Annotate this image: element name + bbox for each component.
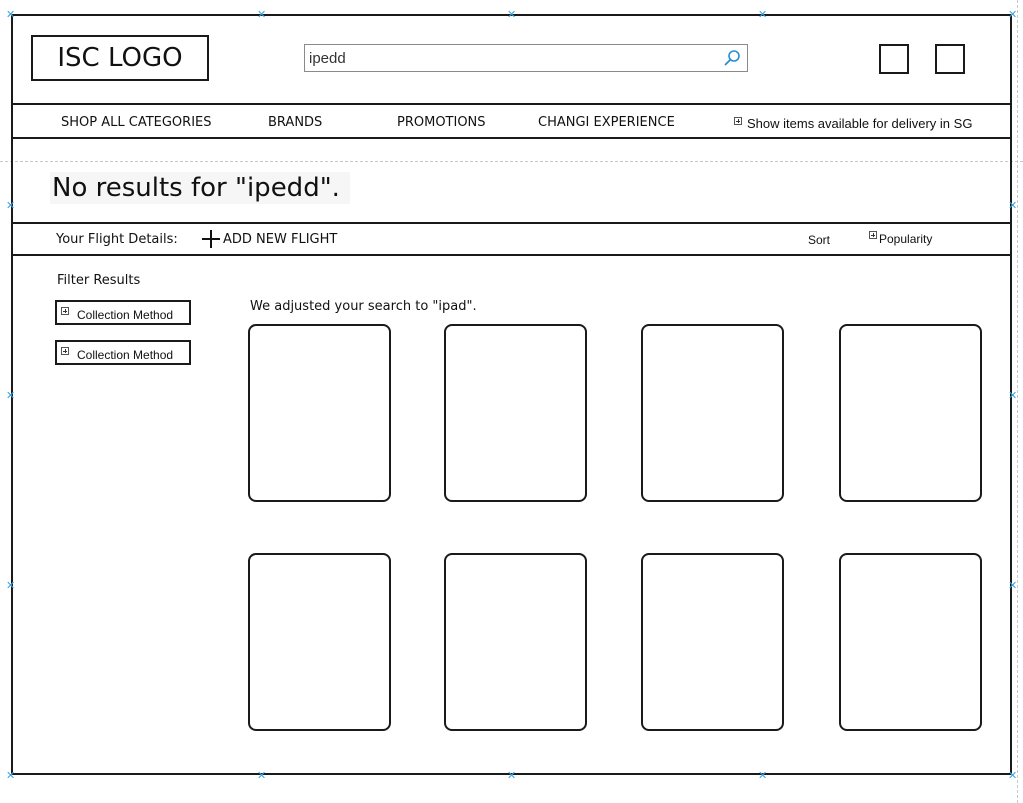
filter-collection-method-2[interactable] bbox=[55, 340, 191, 365]
selection-handle[interactable]: ✕ bbox=[1008, 579, 1018, 592]
selection-handle[interactable]: ✕ bbox=[758, 8, 768, 21]
add-new-flight-label: ADD NEW FLIGHT bbox=[223, 231, 338, 247]
selection-handle[interactable]: ✕ bbox=[257, 769, 267, 782]
site-logo[interactable]: ISC LOGO bbox=[31, 35, 209, 81]
selection-handle[interactable]: ✕ bbox=[6, 769, 16, 782]
nav-item-brands[interactable]: BRANDS bbox=[268, 115, 323, 130]
selection-handle[interactable]: ✕ bbox=[6, 199, 16, 212]
filter-expand-icon bbox=[61, 307, 69, 315]
filter-label: Collection Method bbox=[77, 348, 174, 362]
filter-expand-icon bbox=[61, 347, 69, 355]
selection-handle[interactable]: ✕ bbox=[1008, 8, 1018, 21]
product-card[interactable] bbox=[641, 324, 784, 502]
category-nav bbox=[11, 103, 1012, 139]
flight-details-bar bbox=[11, 222, 1012, 256]
product-card[interactable] bbox=[248, 324, 391, 502]
plus-icon bbox=[202, 230, 220, 248]
search-icon[interactable] bbox=[723, 49, 741, 67]
nav-item-changi-experience[interactable]: CHANGI EXPERIENCE bbox=[538, 115, 675, 130]
selection-handle[interactable]: ✕ bbox=[6, 579, 16, 592]
search-input[interactable] bbox=[304, 44, 748, 72]
filter-label: Collection Method bbox=[77, 308, 174, 322]
sort-popularity-option[interactable] bbox=[869, 232, 932, 246]
selection-handle[interactable]: ✕ bbox=[758, 769, 768, 782]
selection-handle[interactable]: ✕ bbox=[1008, 199, 1018, 212]
sort-checkbox[interactable] bbox=[869, 231, 877, 239]
nav-item-shop-all-categories[interactable]: SHOP ALL CATEGORIES bbox=[61, 115, 212, 130]
sort-value-label: Popularity bbox=[879, 232, 933, 246]
sort-label: Sort bbox=[808, 233, 831, 247]
adjusted-search-message: We adjusted your search to "ipad". bbox=[250, 299, 477, 314]
selection-handle[interactable]: ✕ bbox=[507, 769, 517, 782]
selection-handle[interactable]: ✕ bbox=[507, 8, 517, 21]
filter-collection-method-1[interactable] bbox=[55, 300, 191, 325]
selection-handle[interactable]: ✕ bbox=[6, 8, 16, 21]
search-value: ipedd bbox=[309, 50, 346, 67]
product-card[interactable] bbox=[444, 553, 587, 731]
product-card[interactable] bbox=[641, 553, 784, 731]
selection-handle[interactable]: ✕ bbox=[1008, 769, 1018, 782]
product-card[interactable] bbox=[444, 324, 587, 502]
flight-details-label: Your Flight Details: bbox=[56, 232, 178, 247]
selection-handle[interactable]: ✕ bbox=[1008, 389, 1018, 402]
header-icon-button-1[interactable] bbox=[879, 44, 909, 74]
nav-item-promotions[interactable]: PROMOTIONS bbox=[397, 115, 486, 130]
delivery-checkbox[interactable] bbox=[734, 117, 742, 125]
delivery-toggle-label: Show items available for delivery in SG bbox=[747, 116, 973, 131]
guide-line-vertical bbox=[1017, 0, 1018, 803]
filter-results-title: Filter Results bbox=[57, 273, 141, 288]
header-icon-button-2[interactable] bbox=[935, 44, 965, 74]
selection-handle[interactable]: ✕ bbox=[257, 8, 267, 21]
no-results-heading: No results for "ipedd". bbox=[50, 172, 350, 204]
product-card[interactable] bbox=[839, 324, 982, 502]
product-card[interactable] bbox=[248, 553, 391, 731]
selection-handle[interactable]: ✕ bbox=[6, 389, 16, 402]
add-new-flight-button[interactable] bbox=[202, 230, 337, 248]
delivery-sg-toggle[interactable] bbox=[734, 116, 972, 131]
product-card[interactable] bbox=[839, 553, 982, 731]
